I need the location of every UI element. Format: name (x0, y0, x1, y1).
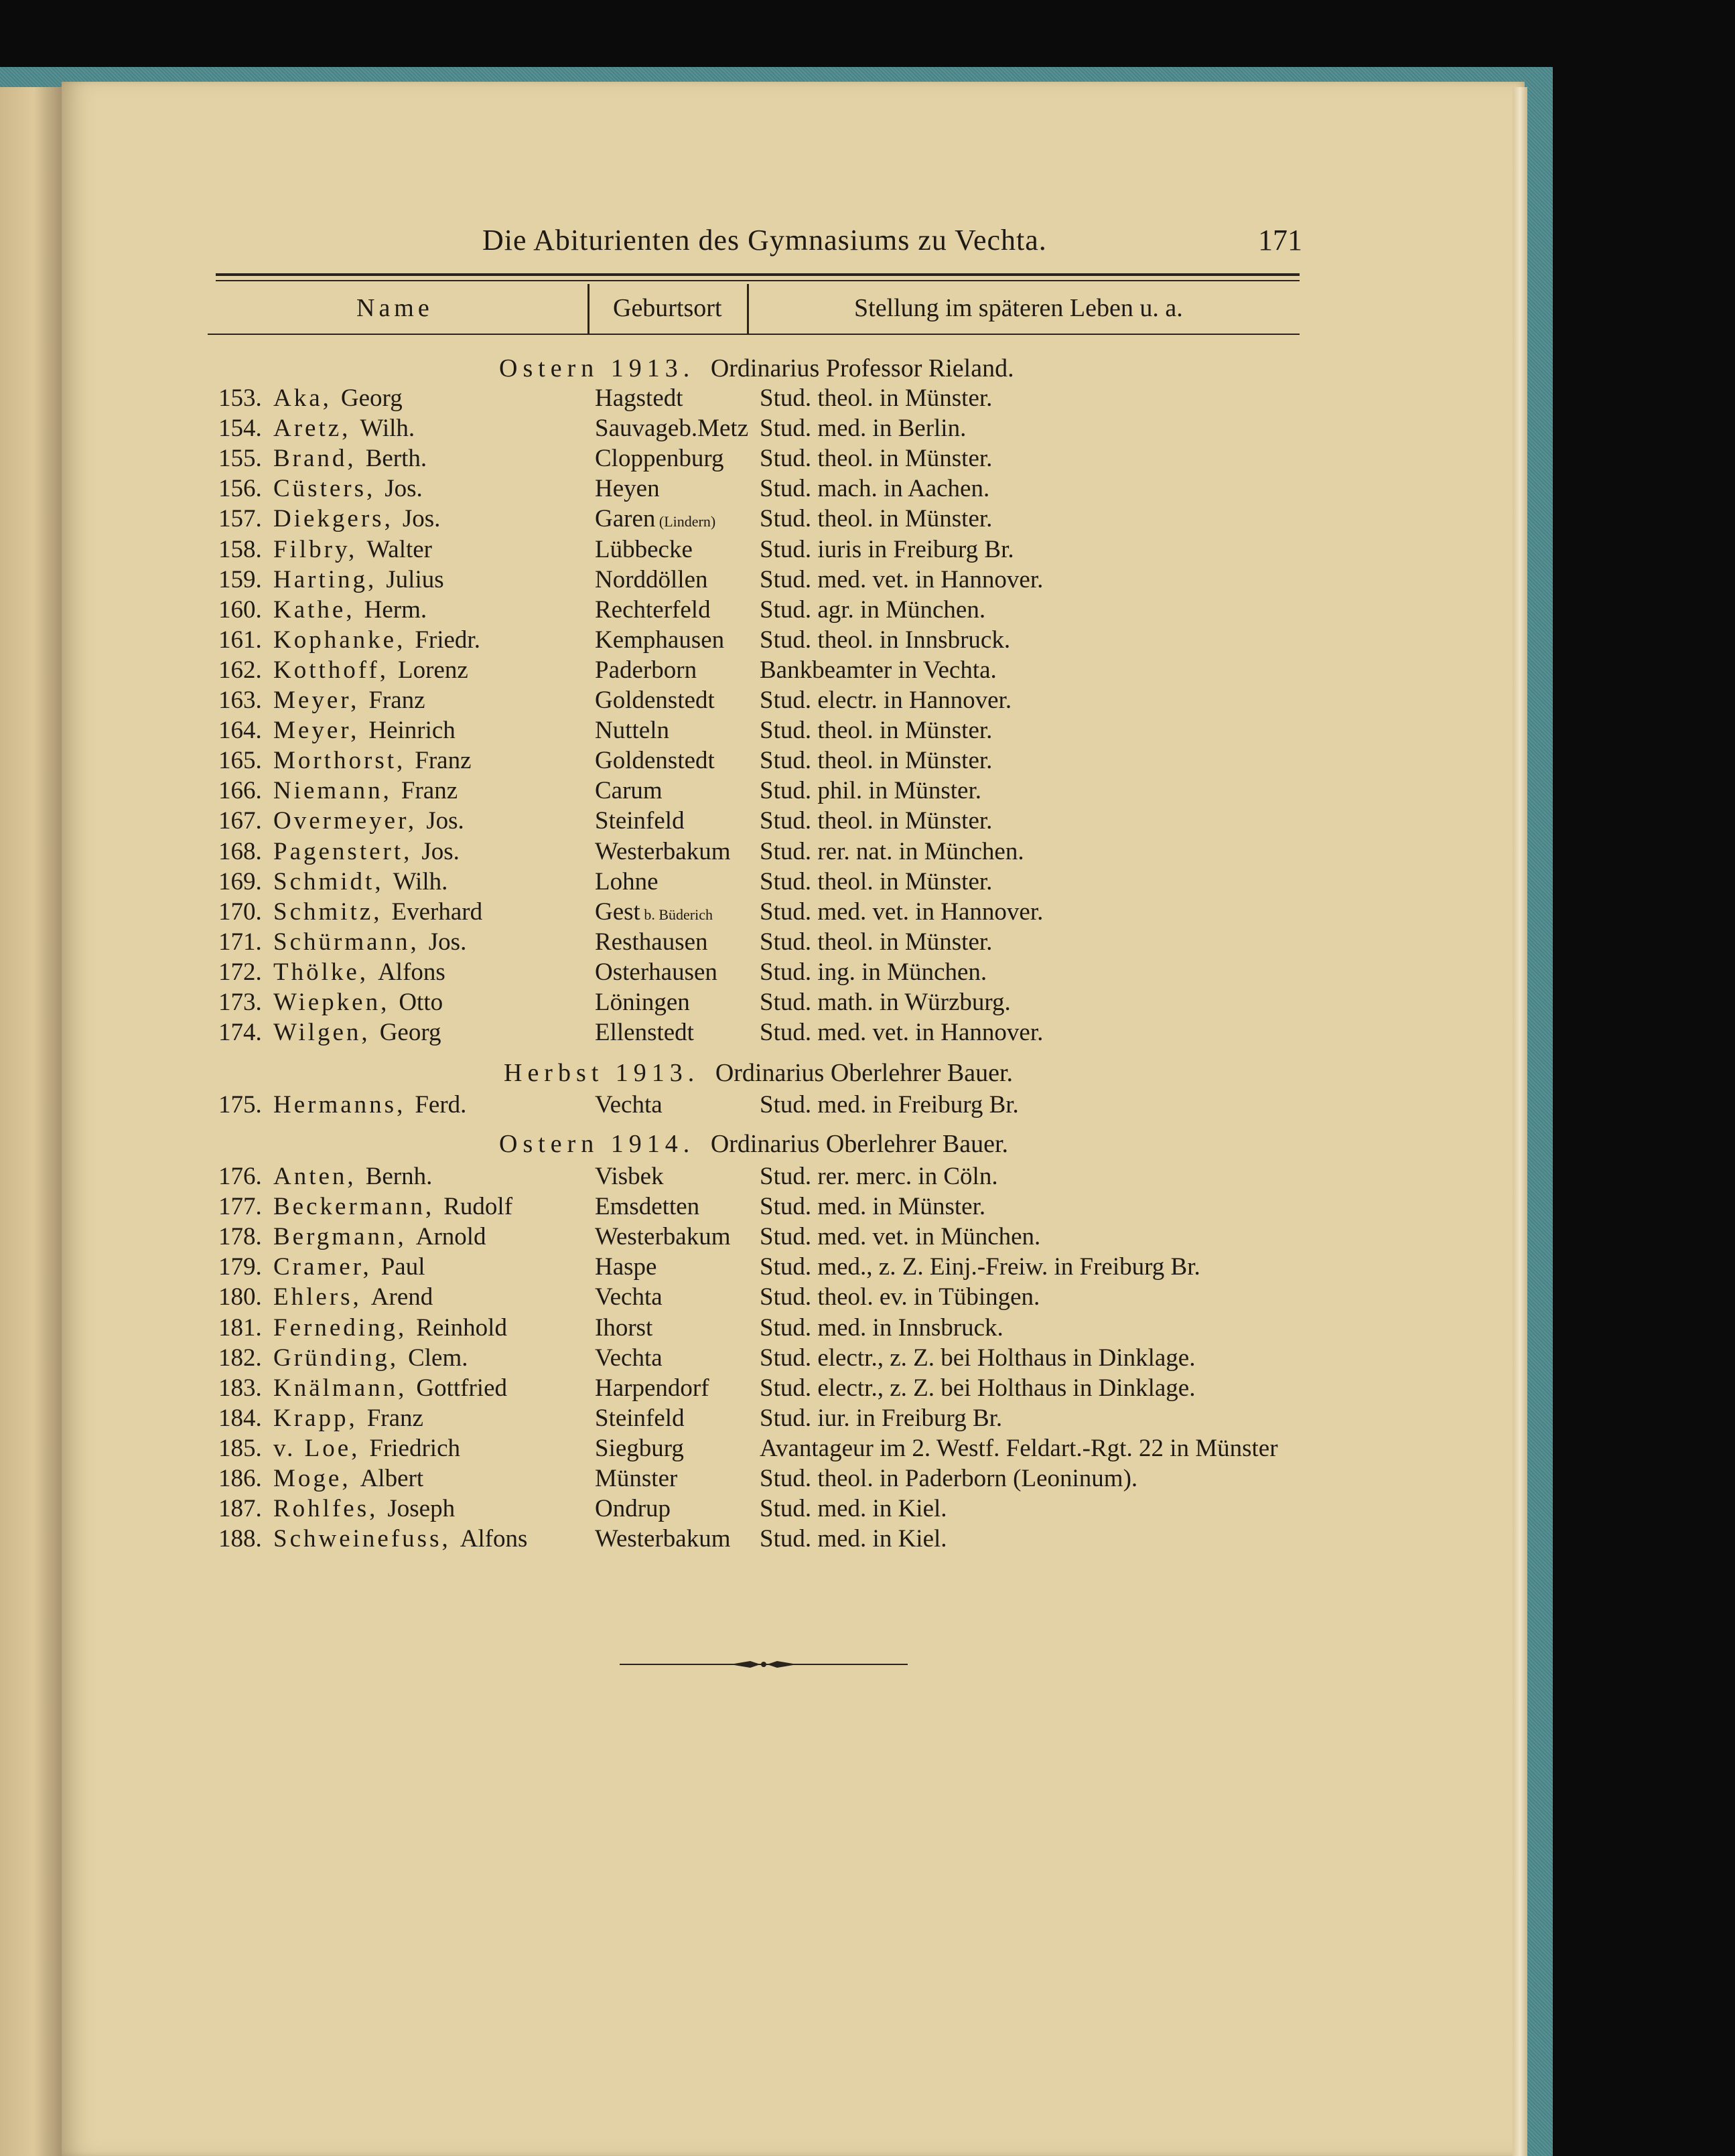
given-name: Berth. (365, 445, 427, 473)
surname: Gründing, (273, 1344, 399, 1372)
given-name: Lorenz (398, 656, 468, 684)
surname: Knälmann, (273, 1374, 407, 1402)
surname: Wiepken, (273, 989, 390, 1016)
given-name: Franz (415, 747, 472, 775)
header-rule-top-thin (216, 280, 1300, 281)
given-name: Otto (399, 989, 443, 1016)
surname: Beckermann, (273, 1193, 435, 1221)
entry-number: 155. (218, 445, 262, 473)
surname: Kophanke, (273, 626, 406, 654)
entry-number: 182. (218, 1344, 262, 1372)
entry-number: 186. (218, 1465, 262, 1492)
surname: Diekgers, (273, 505, 393, 533)
given-name: Alfons (460, 1525, 528, 1553)
birthplace: Rechterfeld (595, 595, 711, 624)
career: Stud. theol. in Münster. (760, 717, 993, 745)
table-row (218, 746, 1290, 776)
column-divider-2 (747, 284, 749, 334)
surname: Schürmann, (273, 928, 419, 956)
table-row (218, 414, 1290, 444)
given-name: Herm. (364, 595, 427, 624)
career: Stud. theol. in Innsbruck. (760, 626, 1011, 654)
entry-number: 160. (218, 595, 262, 624)
given-name: Bernh. (365, 1163, 433, 1190)
career: Stud. med. in Freiburg Br. (760, 1091, 1019, 1119)
entry-number: 178. (218, 1223, 262, 1251)
surname: Overmeyer, (273, 807, 417, 835)
career: Stud. theol. in Münster. (760, 807, 993, 835)
career: Stud. med. in Berlin. (760, 415, 967, 443)
surname: Schweinefuss, (273, 1525, 451, 1553)
given-name: Friedr. (415, 626, 480, 654)
given-name: Arnold (415, 1223, 486, 1251)
given-name: Friedrich (369, 1434, 460, 1462)
entry-number: 157. (218, 505, 262, 533)
career: Stud. iur. in Freiburg Br. (760, 1404, 1003, 1432)
entry-number: 173. (218, 989, 262, 1016)
birthplace: Emsdetten (595, 1193, 700, 1221)
entry-number: 170. (218, 897, 262, 926)
surname: Aka, (273, 384, 332, 412)
birthplace: Westerbakum (595, 1525, 731, 1553)
surname: Brand, (273, 445, 356, 473)
career: Stud. theol. in Münster. (760, 384, 993, 412)
entry-number: 167. (218, 807, 262, 835)
career: Stud. rer. nat. in München. (760, 837, 1024, 865)
given-name: Wilh. (393, 867, 448, 895)
table-row (218, 535, 1290, 565)
career: Stud. med. in Münster. (760, 1193, 986, 1221)
birthplace: Paderborn (595, 656, 697, 684)
given-name: Franz (368, 687, 425, 714)
table-row (218, 897, 1290, 928)
surname: Pagenstert, (273, 837, 413, 865)
given-name: Julius (386, 565, 444, 593)
section-title (499, 1129, 1008, 1159)
given-name: Franz (366, 1404, 423, 1432)
section-form-master: Ordinarius Oberlehrer Bauer. (715, 1059, 1014, 1087)
table-row (218, 806, 1290, 837)
entry-number: 176. (218, 1163, 262, 1190)
given-name: Jos. (426, 807, 464, 835)
surname: Anten, (273, 1163, 356, 1190)
surname: Morthorst, (273, 747, 406, 775)
given-name: Georg (379, 1019, 441, 1047)
given-name: Jos. (402, 505, 441, 533)
birthplace-note: (Lindern) (655, 513, 716, 530)
entry-number: 188. (218, 1525, 262, 1553)
career: Stud. phil. in Münster. (760, 777, 981, 805)
table-row (218, 837, 1290, 867)
table-row (218, 776, 1290, 806)
birthplace: Hagstedt (595, 384, 683, 412)
entry-number: 175. (218, 1091, 262, 1119)
birthplace: Garen (Lindern) (595, 505, 716, 533)
career: Stud. iuris in Freiburg Br. (760, 535, 1014, 563)
surname: v. Loe, (273, 1434, 360, 1462)
career: Stud. theol. in Münster. (760, 505, 993, 533)
birthplace: Westerbakum (595, 1223, 731, 1251)
entry-number: 179. (218, 1253, 262, 1281)
career: Stud. med. vet. in Hannover. (760, 565, 1044, 593)
column-divider-1 (587, 284, 589, 334)
table-row (218, 1494, 1290, 1524)
entry-number: 165. (218, 747, 262, 775)
career: Stud. electr., z. Z. bei Holthaus in Dinklage. (760, 1374, 1196, 1402)
entry-number: 172. (218, 958, 262, 986)
given-name: Walter (366, 535, 432, 563)
given-name: Franz (401, 777, 458, 805)
entry-number: 183. (218, 1374, 262, 1402)
birthplace: Osterhausen (595, 958, 717, 986)
surname: Bergmann, (273, 1223, 407, 1251)
entry-number: 159. (218, 565, 262, 593)
section-title (504, 1058, 1013, 1088)
birthplace: Goldenstedt (595, 747, 715, 775)
given-name: Paul (380, 1253, 425, 1281)
surname: Ehlers, (273, 1283, 362, 1311)
birthplace: Harpendorf (595, 1374, 709, 1402)
birthplace: Cloppenburg (595, 445, 724, 473)
surname: Ferneding, (273, 1313, 407, 1342)
birthplace: Vechta (595, 1283, 663, 1311)
table-row (218, 595, 1290, 626)
birthplace: Nutteln (595, 717, 669, 745)
entry-number: 181. (218, 1313, 262, 1342)
table-row (218, 1434, 1290, 1464)
table-row (218, 1162, 1290, 1192)
surname: Thölke, (273, 958, 369, 986)
birthplace: Heyen (595, 475, 660, 503)
table-row (218, 626, 1290, 656)
table-row (218, 716, 1290, 746)
career: Stud. theol. in Münster. (760, 928, 993, 956)
table-row (218, 1464, 1290, 1494)
career: Avantageur im 2. Westf. Feldart.-Rgt. 22 in Münster (760, 1434, 1278, 1462)
surname: Kotthoff, (273, 656, 389, 684)
table-row (218, 384, 1290, 414)
career: Stud. mach. in Aachen. (760, 475, 990, 503)
entry-number: 187. (218, 1495, 262, 1523)
career: Stud. rer. merc. in Cöln. (760, 1163, 998, 1190)
facing-page-edge (0, 87, 62, 2156)
birthplace: Steinfeld (595, 1404, 685, 1432)
entry-number: 169. (218, 867, 262, 895)
career: Stud. math. in Würzburg. (760, 989, 1011, 1016)
birthplace: Vechta (595, 1091, 663, 1119)
career: Stud. theol. in Münster. (760, 445, 993, 473)
given-name: Wilh. (360, 415, 415, 443)
table-row (218, 1192, 1290, 1222)
surname: Moge, (273, 1465, 351, 1492)
table-row (218, 1374, 1290, 1404)
birthplace: Lübbecke (595, 535, 693, 563)
surname: Schmidt, (273, 867, 384, 895)
career: Stud. med. vet. in Hannover. (760, 897, 1044, 926)
given-name: Joseph (387, 1495, 456, 1523)
career: Stud. agr. in München. (760, 595, 986, 624)
birthplace: Visbek (595, 1163, 664, 1190)
given-name: Heinrich (368, 717, 456, 745)
given-name: Everhard (391, 897, 483, 926)
table-row (218, 1404, 1290, 1434)
running-title: Die Abiturienten des Gymnasiums zu Vechta. (482, 224, 1047, 257)
career: Stud. med. vet. in München. (760, 1223, 1041, 1251)
career: Stud. med., z. Z. Einj.-Freiw. in Freiburg Br. (760, 1253, 1200, 1281)
birthplace: Ondrup (595, 1495, 671, 1523)
section-form-master: Ordinarius Oberlehrer Bauer. (710, 1130, 1009, 1158)
end-ornament (620, 1654, 908, 1674)
given-name: Gottfried (416, 1374, 507, 1402)
surname: Meyer, (273, 687, 360, 714)
surname: Wilgen, (273, 1019, 370, 1047)
career: Stud. theol. in Paderborn (Leoninum). (760, 1465, 1138, 1492)
section-term: Ostern 1914. (499, 1130, 695, 1158)
surname: Kathe, (273, 595, 355, 624)
career: Stud. med. vet. in Hannover. (760, 1019, 1044, 1047)
birthplace: Norddöllen (595, 565, 708, 593)
birthplace: Vechta (595, 1344, 663, 1372)
table-row (218, 1252, 1290, 1283)
surname: Rohlfes, (273, 1495, 378, 1523)
given-name: Alfons (378, 958, 445, 986)
surname: Krapp, (273, 1404, 358, 1432)
given-name: Reinhold (416, 1313, 507, 1342)
birthplace: Steinfeld (595, 807, 685, 835)
surname: Aretz, (273, 415, 351, 443)
career: Stud. med. in Kiel. (760, 1495, 947, 1523)
table-row (218, 928, 1290, 958)
career: Bankbeamter in Vechta. (760, 656, 997, 684)
career: Stud. theol. in Münster. (760, 867, 993, 895)
table-row (218, 1283, 1290, 1313)
birthplace: Ihorst (595, 1313, 653, 1342)
table-row (218, 1090, 1290, 1121)
entry-number: 171. (218, 928, 262, 956)
birthplace: Goldenstedt (595, 687, 715, 714)
table-row (218, 686, 1290, 716)
table-row (218, 656, 1290, 686)
birthplace: Kemphausen (595, 626, 725, 654)
career: Stud. electr., z. Z. bei Holthaus in Dinklage. (760, 1344, 1196, 1372)
birthplace: Haspe (595, 1253, 657, 1281)
birthplace: Löningen (595, 989, 690, 1016)
entry-number: 163. (218, 687, 262, 714)
page-block-edge (1513, 87, 1527, 2156)
given-name: Albert (360, 1465, 424, 1492)
column-header-career: Stellung im späteren Leben u. a. (854, 294, 1183, 322)
entry-number: 154. (218, 415, 262, 443)
table-row (218, 1313, 1290, 1344)
column-header-birthplace: Geburtsort (613, 294, 722, 322)
entry-number: 162. (218, 656, 262, 684)
given-name: Jos. (428, 928, 467, 956)
entry-number: 156. (218, 475, 262, 503)
table-row (218, 988, 1290, 1018)
given-name: Arend (370, 1283, 433, 1311)
entry-number: 174. (218, 1019, 262, 1047)
birthplace: Resthausen (595, 928, 708, 956)
birthplace: Sauvageb.Metz (595, 415, 749, 443)
section-title (499, 354, 1014, 383)
career: Stud. med. in Kiel. (760, 1525, 947, 1553)
table-row (218, 867, 1290, 897)
table-row (218, 504, 1290, 534)
table-row (218, 565, 1290, 595)
surname: Harting, (273, 565, 377, 593)
birthplace: Carum (595, 777, 663, 805)
entry-number: 153. (218, 384, 262, 412)
entry-number: 185. (218, 1434, 262, 1462)
header-rule-bottom (208, 334, 1300, 335)
surname: Cüsters, (273, 475, 376, 503)
entry-number: 177. (218, 1193, 262, 1221)
given-name: Rudolf (443, 1193, 513, 1221)
entry-number: 184. (218, 1404, 262, 1432)
given-name: Georg (340, 384, 403, 412)
section-term: Herbst 1913. (504, 1059, 700, 1087)
surname: Cramer, (273, 1253, 372, 1281)
career: Stud. electr. in Hannover. (760, 687, 1012, 714)
career: Stud. theol. ev. in Tübingen. (760, 1283, 1040, 1311)
given-name: Jos. (421, 837, 460, 865)
entry-number: 168. (218, 837, 262, 865)
birthplace: Münster (595, 1465, 678, 1492)
given-name: Ferd. (415, 1091, 467, 1119)
given-name: Jos. (385, 475, 423, 503)
surname: Niemann, (273, 777, 392, 805)
page-number: 171 (1258, 224, 1302, 257)
given-name: Clem. (408, 1344, 468, 1372)
entry-number: 164. (218, 717, 262, 745)
birthplace: Westerbakum (595, 837, 731, 865)
table-row (218, 1524, 1290, 1555)
entry-number: 166. (218, 777, 262, 805)
career: Stud. med. in Innsbruck. (760, 1313, 1003, 1342)
birthplace: Siegburg (595, 1434, 684, 1462)
table-row (218, 474, 1290, 504)
column-header-name: Name (356, 294, 433, 322)
section-form-master: Ordinarius Professor Rieland. (710, 354, 1014, 382)
entry-number: 161. (218, 626, 262, 654)
career: Stud. theol. in Münster. (760, 747, 993, 775)
table-row (218, 1018, 1290, 1048)
table-row (218, 958, 1290, 988)
birthplace: Ellenstedt (595, 1019, 694, 1047)
entry-number: 158. (218, 535, 262, 563)
section-term: Ostern 1913. (499, 354, 695, 382)
header-rule-top (216, 273, 1300, 276)
entry-number: 180. (218, 1283, 262, 1311)
surname: Schmitz, (273, 897, 383, 926)
birthplace: Lohne (595, 867, 658, 895)
birthplace: Gest b. Büderich (595, 897, 713, 926)
table-row (218, 1222, 1290, 1252)
table-row (218, 1344, 1290, 1374)
surname: Filbry, (273, 535, 358, 563)
birthplace-note: b. Büderich (640, 906, 713, 923)
table-row (218, 444, 1290, 474)
career: Stud. ing. in München. (760, 958, 987, 986)
surname: Meyer, (273, 717, 360, 745)
surname: Hermanns, (273, 1091, 406, 1119)
